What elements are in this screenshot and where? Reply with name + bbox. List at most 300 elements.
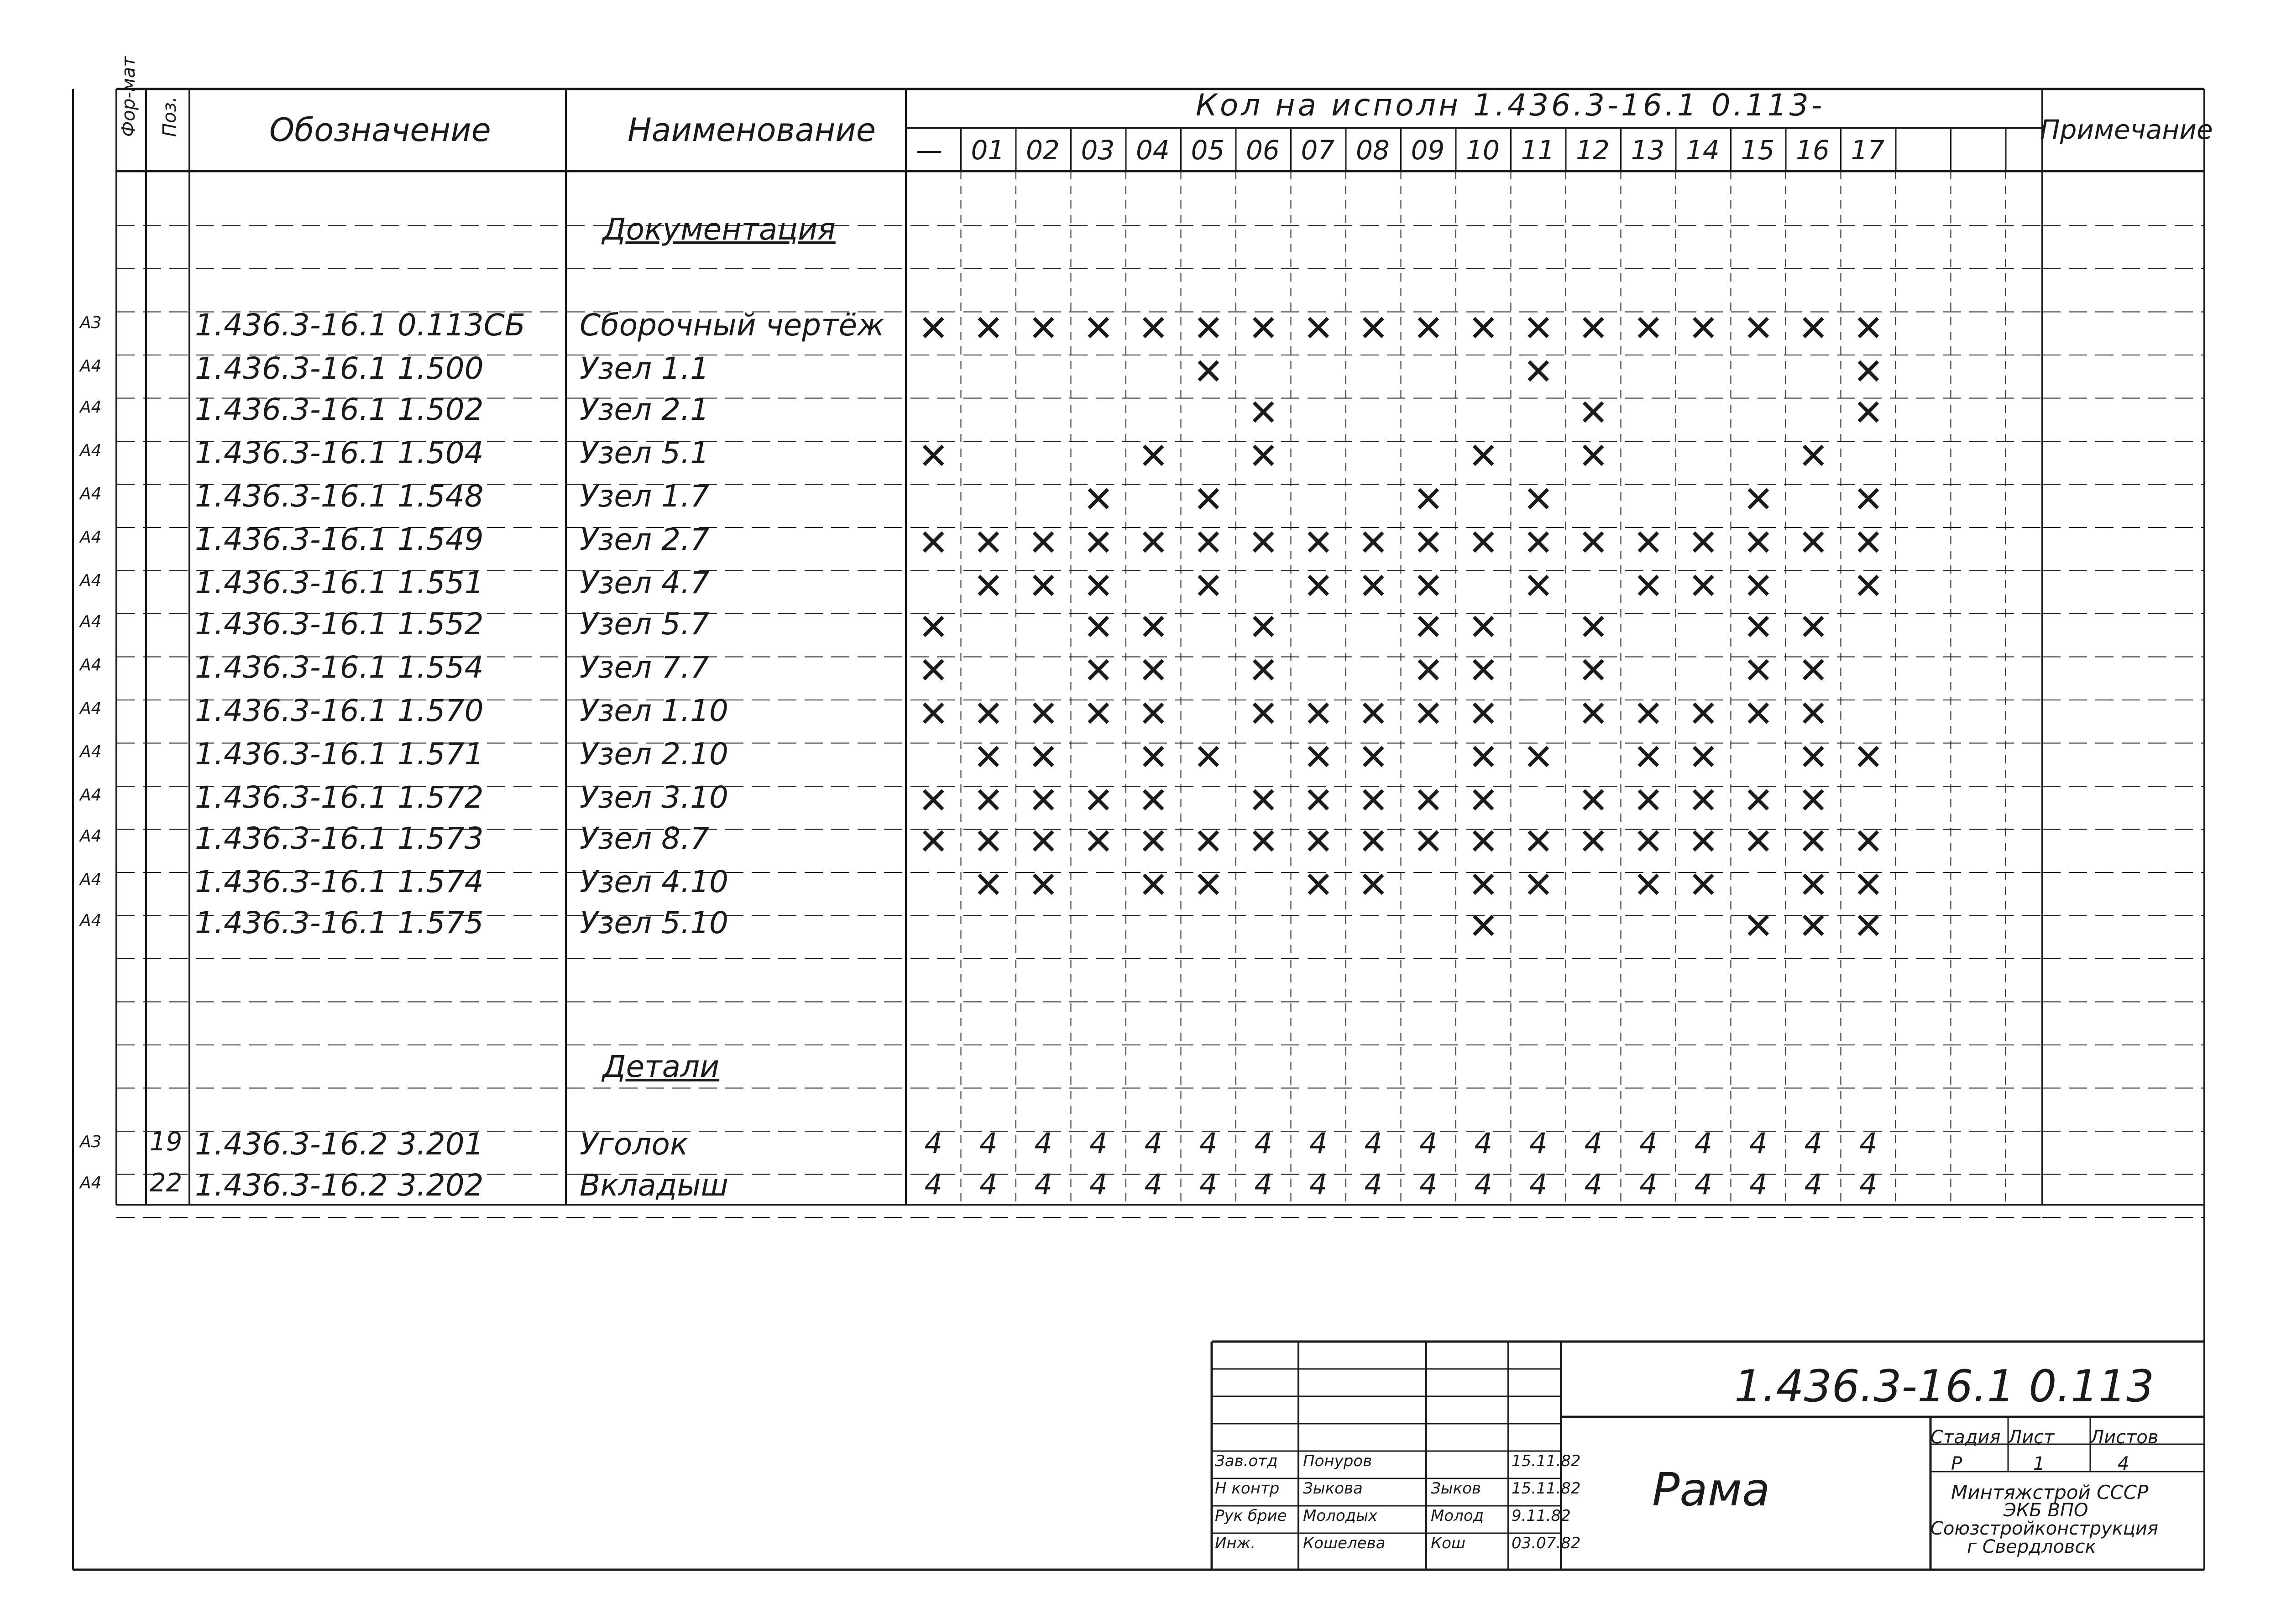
quantity-value: 4: [1199, 1168, 1218, 1201]
row-designation: 1.436.3-16.1 1.554: [195, 650, 484, 685]
included-mark: ✕: [1468, 820, 1499, 863]
quantity-value: 4: [1529, 1168, 1548, 1201]
row-name: Уголок: [580, 1127, 688, 1162]
signer-signature: Кош: [1431, 1534, 1466, 1552]
included-mark: ✕: [1688, 693, 1719, 735]
included-mark: ✕: [1138, 864, 1169, 906]
included-mark: ✕: [1303, 307, 1334, 350]
variant-header-12: 12: [1576, 135, 1610, 166]
included-mark: ✕: [1853, 905, 1884, 947]
variant-header-09: 09: [1411, 135, 1445, 166]
included-mark: ✕: [1248, 522, 1279, 564]
quantity-value: 4: [1034, 1168, 1052, 1201]
stage-label: Стадия: [1930, 1427, 2001, 1448]
signer-role: Н контр: [1215, 1479, 1280, 1498]
document-title: Рама: [1652, 1463, 1770, 1516]
included-mark: ✕: [1358, 820, 1389, 863]
included-mark: ✕: [1743, 693, 1774, 735]
signer-name: Зыкова: [1303, 1479, 1363, 1498]
included-mark: ✕: [1633, 820, 1664, 863]
included-mark: ✕: [1248, 435, 1279, 477]
included-mark: ✕: [918, 307, 949, 350]
included-mark: ✕: [918, 435, 949, 477]
included-mark: ✕: [1193, 522, 1224, 564]
row-designation: 1.436.3-16.1 1.571: [195, 736, 484, 772]
quantity-value: 4: [1144, 1127, 1162, 1160]
included-mark: ✕: [1303, 779, 1334, 822]
included-mark: ✕: [1578, 435, 1609, 477]
included-mark: ✕: [1413, 779, 1444, 822]
included-mark: ✕: [1248, 649, 1279, 692]
included-mark: ✕: [1468, 522, 1499, 564]
included-mark: ✕: [1193, 820, 1224, 863]
included-mark: ✕: [1853, 565, 1884, 607]
row-designation: 1.436.3-16.2 3.202: [195, 1168, 484, 1203]
included-mark: ✕: [1853, 820, 1884, 863]
included-mark: ✕: [1798, 522, 1829, 564]
section-details: Детали: [602, 1049, 720, 1084]
notes-column-header: Примечание: [2040, 114, 2213, 145]
included-mark: ✕: [1028, 736, 1059, 778]
signer-date: 03.07.82: [1512, 1534, 1581, 1552]
variant-header-13: 13: [1631, 135, 1665, 166]
variant-header-17: 17: [1851, 135, 1885, 166]
included-mark: ✕: [1083, 565, 1114, 607]
included-mark: ✕: [1028, 820, 1059, 863]
included-mark: ✕: [1743, 565, 1774, 607]
sheet-value: 1: [2033, 1453, 2045, 1474]
quantity-value: 4: [1199, 1127, 1218, 1160]
quantity-value: 4: [1254, 1168, 1272, 1201]
included-mark: ✕: [1028, 565, 1059, 607]
included-mark: ✕: [1138, 307, 1169, 350]
included-mark: ✕: [1523, 522, 1554, 564]
included-mark: ✕: [1853, 864, 1884, 906]
included-mark: ✕: [1523, 820, 1554, 863]
included-mark: ✕: [1028, 693, 1059, 735]
included-mark: ✕: [1798, 736, 1829, 778]
included-mark: ✕: [1523, 864, 1554, 906]
variant-header-14: 14: [1686, 135, 1720, 166]
quantity-value: 4: [924, 1127, 942, 1160]
variant-header-08: 08: [1356, 135, 1390, 166]
included-mark: ✕: [918, 649, 949, 692]
quantity-value: 4: [1584, 1168, 1602, 1201]
row-designation: 1.436.3-16.1 1.572: [195, 780, 484, 815]
name-column-header: Наименование: [628, 111, 876, 149]
included-mark: ✕: [1468, 905, 1499, 947]
included-mark: ✕: [973, 307, 1004, 350]
included-mark: ✕: [1358, 522, 1389, 564]
included-mark: ✕: [1083, 649, 1114, 692]
included-mark: ✕: [1193, 307, 1224, 350]
included-mark: ✕: [1743, 905, 1774, 947]
included-mark: ✕: [1303, 565, 1334, 607]
row-name: Узел 5.7: [580, 606, 710, 642]
org-line-3: Союзстройконструкция: [1930, 1518, 2159, 1539]
included-mark: ✕: [1523, 307, 1554, 350]
included-mark: ✕: [1578, 820, 1609, 863]
row-format: А4: [80, 528, 102, 547]
included-mark: ✕: [1853, 392, 1884, 434]
included-mark: ✕: [1193, 478, 1224, 521]
included-mark: ✕: [1688, 307, 1719, 350]
included-mark: ✕: [1028, 779, 1059, 822]
row-name: Узел 2.1: [580, 392, 710, 427]
included-mark: ✕: [1193, 736, 1224, 778]
signer-signature: Зыков: [1431, 1479, 1481, 1498]
included-mark: ✕: [1798, 307, 1829, 350]
row-format: А4: [80, 656, 102, 674]
signer-date: 15.11.82: [1512, 1479, 1581, 1498]
quantity-value: 4: [1529, 1127, 1548, 1160]
included-mark: ✕: [918, 779, 949, 822]
included-mark: ✕: [1743, 307, 1774, 350]
included-mark: ✕: [1468, 693, 1499, 735]
row-format: А4: [80, 612, 102, 631]
included-mark: ✕: [973, 522, 1004, 564]
included-mark: ✕: [1193, 565, 1224, 607]
quantity-value: 4: [1474, 1168, 1492, 1201]
quantity-value: 4: [1804, 1127, 1822, 1160]
variant-header-05: 05: [1191, 135, 1225, 166]
included-mark: ✕: [1138, 779, 1169, 822]
included-mark: ✕: [1468, 779, 1499, 822]
included-mark: ✕: [1413, 307, 1444, 350]
included-mark: ✕: [1138, 693, 1169, 735]
included-mark: ✕: [1853, 350, 1884, 393]
included-mark: ✕: [1853, 736, 1884, 778]
variant-header-03: 03: [1081, 135, 1115, 166]
included-mark: ✕: [1468, 864, 1499, 906]
quantity-value: 4: [1034, 1127, 1052, 1160]
included-mark: ✕: [1083, 606, 1114, 648]
included-mark: ✕: [1468, 606, 1499, 648]
included-mark: ✕: [1083, 478, 1114, 521]
included-mark: ✕: [1688, 864, 1719, 906]
row-name: Узел 2.7: [580, 522, 710, 557]
signer-date: 9.11.82: [1512, 1507, 1571, 1525]
included-mark: ✕: [1743, 606, 1774, 648]
included-mark: ✕: [1688, 522, 1719, 564]
row-designation: 1.436.3-16.1 1.548: [195, 479, 484, 514]
quantity-value: 4: [1474, 1127, 1492, 1160]
row-name: Узел 7.7: [580, 650, 710, 685]
quantity-value: 4: [1859, 1127, 1878, 1160]
included-mark: ✕: [1248, 307, 1279, 350]
row-format: А4: [80, 357, 102, 376]
quantity-value: 4: [1694, 1127, 1712, 1160]
included-mark: ✕: [1798, 905, 1829, 947]
row-designation: 1.436.3-16.1 1.549: [195, 522, 484, 557]
included-mark: ✕: [1743, 478, 1774, 521]
variant-header-01: 01: [971, 135, 1005, 166]
row-format: А4: [80, 1174, 102, 1192]
quantity-value: 4: [1144, 1168, 1162, 1201]
variant-header-16: 16: [1796, 135, 1830, 166]
variant-header-15: 15: [1741, 135, 1775, 166]
row-name: Вкладыш: [580, 1168, 728, 1203]
included-mark: ✕: [1083, 779, 1114, 822]
included-mark: ✕: [1138, 522, 1169, 564]
variants-group-header: Кол на исполн 1.436.3-16.1 0.113-: [1196, 88, 1825, 123]
included-mark: ✕: [1413, 606, 1444, 648]
sheets-label: Листов: [2090, 1427, 2159, 1448]
included-mark: ✕: [1193, 350, 1224, 393]
sheets-value: 4: [2118, 1453, 2129, 1474]
quantity-value: 4: [1254, 1127, 1272, 1160]
signer-signature: Молод: [1431, 1507, 1484, 1525]
format-column-header: Фор-мат: [118, 56, 139, 137]
org-line-4: г Свердловск: [1967, 1536, 2096, 1557]
quantity-value: 4: [1364, 1127, 1382, 1160]
included-mark: ✕: [1358, 736, 1389, 778]
included-mark: ✕: [1303, 693, 1334, 735]
included-mark: ✕: [1413, 820, 1444, 863]
included-mark: ✕: [1248, 820, 1279, 863]
included-mark: ✕: [1853, 522, 1884, 564]
row-format: А4: [80, 441, 102, 460]
included-mark: ✕: [1358, 779, 1389, 822]
quantity-value: 4: [1859, 1168, 1878, 1201]
row-name: Узел 5.1: [580, 435, 710, 470]
included-mark: ✕: [1303, 864, 1334, 906]
included-mark: ✕: [1083, 820, 1114, 863]
included-mark: ✕: [1248, 779, 1279, 822]
row-designation: 1.436.3-16.1 1.575: [195, 905, 484, 940]
quantity-value: 4: [1639, 1168, 1658, 1201]
included-mark: ✕: [1193, 864, 1224, 906]
included-mark: ✕: [973, 736, 1004, 778]
included-mark: ✕: [1523, 478, 1554, 521]
quantity-value: 4: [1639, 1127, 1658, 1160]
included-mark: ✕: [1798, 779, 1829, 822]
included-mark: ✕: [918, 693, 949, 735]
included-mark: ✕: [1303, 820, 1334, 863]
included-mark: ✕: [1468, 307, 1499, 350]
included-mark: ✕: [1798, 693, 1829, 735]
signer-role: Инж.: [1215, 1534, 1256, 1552]
included-mark: ✕: [973, 693, 1004, 735]
included-mark: ✕: [1083, 693, 1114, 735]
included-mark: ✕: [1413, 649, 1444, 692]
quantity-value: 4: [1419, 1127, 1438, 1160]
row-name: Узел 1.7: [580, 479, 710, 514]
included-mark: ✕: [1798, 649, 1829, 692]
variant-header-02: 02: [1026, 135, 1060, 166]
included-mark: ✕: [1358, 864, 1389, 906]
designation-column-header: Обозначение: [269, 111, 491, 149]
included-mark: ✕: [1303, 522, 1334, 564]
row-designation: 1.436.3-16.2 3.201: [195, 1127, 484, 1162]
included-mark: ✕: [1138, 820, 1169, 863]
included-mark: ✕: [1798, 435, 1829, 477]
quantity-value: 4: [979, 1127, 998, 1160]
row-position: 22: [150, 1168, 183, 1198]
included-mark: ✕: [1028, 307, 1059, 350]
row-format: А4: [80, 827, 102, 846]
included-mark: ✕: [1633, 565, 1664, 607]
included-mark: ✕: [1798, 864, 1829, 906]
row-name: Узел 4.7: [580, 565, 710, 601]
document-code: 1.436.3-16.1 0.113: [1734, 1361, 2155, 1412]
variant-header-06: 06: [1246, 135, 1280, 166]
row-format: А4: [80, 742, 102, 761]
included-mark: ✕: [1523, 565, 1554, 607]
quantity-value: 4: [1749, 1168, 1768, 1201]
included-mark: ✕: [1688, 736, 1719, 778]
included-mark: ✕: [1468, 649, 1499, 692]
quantity-value: 4: [1694, 1168, 1712, 1201]
quantity-value: 4: [1419, 1168, 1438, 1201]
included-mark: ✕: [1688, 779, 1719, 822]
row-name: Узел 3.10: [580, 780, 729, 815]
included-mark: ✕: [1523, 736, 1554, 778]
row-designation: 1.436.3-16.1 1.504: [195, 435, 484, 470]
included-mark: ✕: [1633, 779, 1664, 822]
included-mark: ✕: [1358, 693, 1389, 735]
quantity-value: 4: [924, 1168, 942, 1201]
included-mark: ✕: [1578, 307, 1609, 350]
included-mark: ✕: [1688, 820, 1719, 863]
included-mark: ✕: [1248, 392, 1279, 434]
quantity-value: 4: [979, 1168, 998, 1201]
row-format: А3: [80, 313, 102, 332]
row-position: 19: [150, 1127, 183, 1157]
included-mark: ✕: [973, 820, 1004, 863]
row-format: А4: [80, 911, 102, 930]
row-format: А4: [80, 398, 102, 417]
stage-value: Р: [1951, 1453, 1962, 1474]
included-mark: ✕: [1413, 565, 1444, 607]
included-mark: ✕: [1138, 736, 1169, 778]
row-designation: 1.436.3-16.1 1.500: [195, 351, 484, 386]
row-designation: 1.436.3-16.1 1.502: [195, 392, 484, 427]
included-mark: ✕: [1138, 606, 1169, 648]
included-mark: ✕: [1798, 820, 1829, 863]
row-designation: 1.436.3-16.1 1.552: [195, 606, 484, 642]
row-name: Узел 1.1: [580, 351, 710, 386]
included-mark: ✕: [1468, 435, 1499, 477]
included-mark: ✕: [1633, 736, 1664, 778]
quantity-value: 4: [1309, 1127, 1328, 1160]
included-mark: ✕: [1083, 307, 1114, 350]
included-mark: ✕: [973, 864, 1004, 906]
section-documentation: Документация: [602, 212, 836, 247]
row-name: Узел 8.7: [580, 821, 710, 856]
variant-header-11: 11: [1521, 135, 1555, 166]
included-mark: ✕: [1468, 736, 1499, 778]
row-designation: 1.436.3-16.1 1.570: [195, 693, 484, 728]
row-designation: 1.436.3-16.1 1.574: [195, 864, 484, 899]
included-mark: ✕: [973, 779, 1004, 822]
row-name: Узел 2.10: [580, 736, 729, 772]
row-format: А4: [80, 699, 102, 718]
included-mark: ✕: [1578, 522, 1609, 564]
included-mark: ✕: [1413, 478, 1444, 521]
signer-name: Понуров: [1303, 1452, 1372, 1470]
row-name: Узел 4.10: [580, 864, 729, 899]
included-mark: ✕: [1633, 693, 1664, 735]
included-mark: ✕: [1578, 693, 1609, 735]
row-designation: 1.436.3-16.1 0.113СБ: [195, 308, 525, 343]
included-mark: ✕: [1688, 565, 1719, 607]
zone-column-header: Поз.: [159, 96, 180, 137]
variant-header-base: —: [916, 135, 942, 166]
signer-date: 15.11.82: [1512, 1452, 1581, 1470]
included-mark: ✕: [1028, 522, 1059, 564]
included-mark: ✕: [1633, 864, 1664, 906]
included-mark: ✕: [1248, 693, 1279, 735]
included-mark: ✕: [1798, 606, 1829, 648]
row-designation: 1.436.3-16.1 1.551: [195, 565, 484, 601]
variant-header-07: 07: [1301, 135, 1335, 166]
signer-role: Рук брие: [1215, 1507, 1287, 1525]
included-mark: ✕: [1853, 307, 1884, 350]
org-line-1: Минтяжстрой СССР: [1951, 1481, 2149, 1504]
row-name: Узел 1.10: [580, 693, 729, 728]
included-mark: ✕: [1413, 693, 1444, 735]
row-format: А4: [80, 571, 102, 590]
included-mark: ✕: [1743, 779, 1774, 822]
included-mark: ✕: [1083, 522, 1114, 564]
row-name: Сборочный чертёж: [580, 308, 884, 343]
org-line-2: ЭКБ ВПО: [2004, 1500, 2088, 1521]
included-mark: ✕: [1743, 522, 1774, 564]
signer-name: Кошелева: [1303, 1534, 1386, 1552]
included-mark: ✕: [918, 606, 949, 648]
row-name: Узел 5.10: [580, 905, 729, 940]
quantity-value: 4: [1089, 1127, 1108, 1160]
signer-name: Молодых: [1303, 1507, 1378, 1525]
variant-header-10: 10: [1466, 135, 1500, 166]
row-format: А4: [80, 870, 102, 889]
row-format: А4: [80, 786, 102, 804]
included-mark: ✕: [1743, 820, 1774, 863]
quantity-value: 4: [1309, 1168, 1328, 1201]
included-mark: ✕: [1578, 606, 1609, 648]
included-mark: ✕: [918, 820, 949, 863]
included-mark: ✕: [1578, 779, 1609, 822]
quantity-value: 4: [1749, 1127, 1768, 1160]
row-designation: 1.436.3-16.1 1.573: [195, 821, 484, 856]
variant-header-04: 04: [1136, 135, 1170, 166]
included-mark: ✕: [1358, 565, 1389, 607]
included-mark: ✕: [973, 565, 1004, 607]
included-mark: ✕: [1138, 435, 1169, 477]
included-mark: ✕: [1303, 736, 1334, 778]
included-mark: ✕: [1358, 307, 1389, 350]
quantity-value: 4: [1804, 1168, 1822, 1201]
included-mark: ✕: [1138, 649, 1169, 692]
quantity-value: 4: [1584, 1127, 1602, 1160]
included-mark: ✕: [1248, 606, 1279, 648]
included-mark: ✕: [1633, 307, 1664, 350]
included-mark: ✕: [1853, 478, 1884, 521]
included-mark: ✕: [1523, 350, 1554, 393]
signer-role: Зав.отд: [1215, 1452, 1278, 1470]
quantity-value: 4: [1364, 1168, 1382, 1201]
row-format: А3: [80, 1133, 102, 1151]
row-format: А4: [80, 485, 102, 503]
included-mark: ✕: [1028, 864, 1059, 906]
sheet-label: Лист: [2008, 1427, 2055, 1448]
included-mark: ✕: [1743, 649, 1774, 692]
included-mark: ✕: [1413, 522, 1444, 564]
quantity-value: 4: [1089, 1168, 1108, 1201]
included-mark: ✕: [1578, 649, 1609, 692]
included-mark: ✕: [1578, 392, 1609, 434]
